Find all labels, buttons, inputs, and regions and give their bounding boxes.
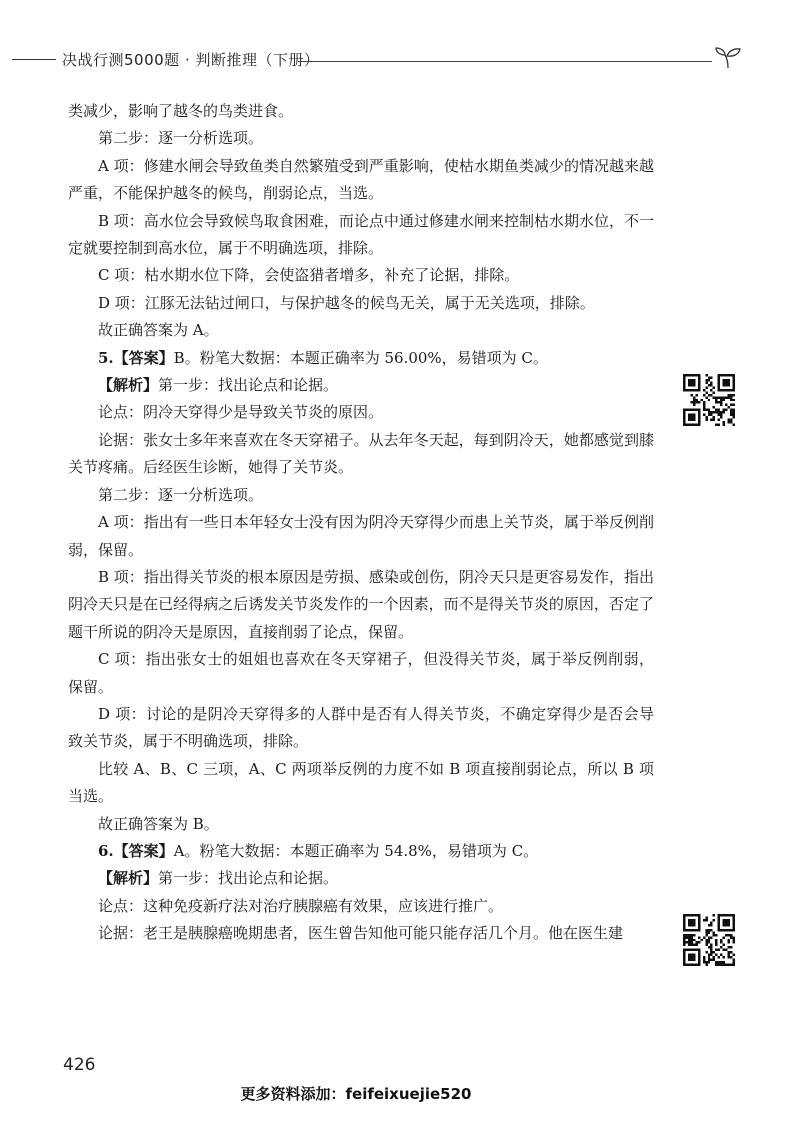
header-title: 决战行测5000题 · 判断推理（下册） [62,51,320,69]
paragraph [68,153,654,208]
paragraph [68,509,654,564]
page-header [0,44,800,74]
paragraph [68,345,654,372]
paragraph [68,399,654,426]
body-text [68,98,654,948]
paragraph-text: 故正确答案为 A。 [98,321,219,340]
paragraph [68,125,654,152]
answer-tag: 5.【答案】 [98,348,174,367]
paragraph-text: B 项：高水位会导致候鸟取食困难，而论点中通过修建水闸来控制枯水期水位，不一定就要控制到高水位，属于不明确选项，排除。 [68,211,654,258]
paragraph [68,482,654,509]
paragraph [68,701,654,756]
answer-tag: 6.【答案】 [98,841,174,860]
qr-code-icon [683,374,735,426]
paragraph [68,564,654,646]
paragraph-text: A。粉笔大数据：本题正确率为 54.8%，易错项为 C。 [173,841,539,860]
header-rule-left [12,59,56,60]
paragraph-text: 论点：这种免疫新疗法对治疗胰腺癌有效果，应该进行推广。 [98,896,504,915]
answer-tag: 【解析】 [98,376,159,395]
qr-code-icon [683,914,735,966]
paragraph-text: 第二步：逐一分析选项。 [98,129,264,148]
paragraph [68,98,654,125]
footer-note: 更多资料添加：feifeixuejie520 [240,1085,472,1103]
paragraph-text: D 项：讨论的是阴冷天穿得多的人群中是否有人得关节炎，不确定穿得少是否会导致关节炎，属于不明确选项，排除。 [68,704,654,751]
page-number: 426 [63,1055,96,1075]
paragraph-text: 论据：张女士多年来喜欢在冬天穿裙子。从去年冬天起，每到阴冷天，她都感觉到膝关节疼痛。后经医生诊断，她得了关节炎。 [68,430,654,477]
paragraph-text: 比较 A、B、C 三项，A、C 两项举反例的力度不如 B 项直接削弱论点，所以 B 项当选。 [68,759,654,806]
paragraph-text: C 项：枯水期水位下降，会使盗猎者增多，补充了论据，排除。 [98,266,520,285]
paragraph-text: 论点：阴冷天穿得少是导致关节炎的原因。 [98,403,384,422]
paragraph-text: 论据：老王是胰腺癌晚期患者，医生曾告知他可能只能存活几个月。他在医生建 [98,924,624,943]
paragraph-text: A 项：指出有一些日本年轻女士没有因为阴冷天穿得少而患上关节炎，属于举反例削弱，保留。 [68,513,654,559]
answer-tag: 【解析】 [98,869,159,888]
paragraph-text: A 项：修建水闸会导致鱼类自然繁殖受到严重影响，使枯水期鱼类减少的情况越来越严重，不能保护越冬的候鸟，削弱论点，当选。 [68,156,654,203]
paragraph [68,317,654,344]
paragraph [68,811,654,838]
paragraph [68,646,654,701]
paragraph [68,893,654,920]
paragraph-text: B。粉笔大数据：本题正确率为 56.00%，易错项为 C。 [173,348,548,367]
paragraph-text: 第一步：找出论点和论据。 [158,869,339,888]
paragraph-text: 第一步：找出论点和论据。 [158,376,339,395]
paragraph-text: D 项：江豚无法钻过闸口，与保护越冬的候鸟无关，属于无关选项，排除。 [98,293,595,312]
paragraph-text: 类减少，影响了越冬的鸟类进食。 [68,102,294,120]
sprout-icon [712,44,744,70]
paragraph [68,372,654,399]
paragraph-text: 故正确答案为 B。 [98,814,219,833]
paragraph [68,865,654,892]
paragraph [68,838,654,865]
paragraph [68,427,654,482]
paragraph-text: C 项：指出张女士的姐姐也喜欢在冬天穿裙子，但没得关节炎，属于举反例削弱，保留。 [68,650,654,696]
header-rule-right [298,61,712,62]
paragraph-text: 第二步：逐一分析选项。 [98,485,264,504]
paragraph [68,262,654,289]
paragraph [68,756,654,811]
paragraph [68,208,654,263]
paragraph [68,290,654,317]
paragraph [68,920,654,947]
paragraph-text: B 项：指出得关节炎的根本原因是劳损、感染或创伤，阴冷天只是更容易发作，指出阴冷天只是在已经得病之后诱发关节炎发作的一个因素，而不是得关节炎的原因，否定了题干所说的阴冷天是原因，直接削弱了论点，保留。 [68,567,654,641]
